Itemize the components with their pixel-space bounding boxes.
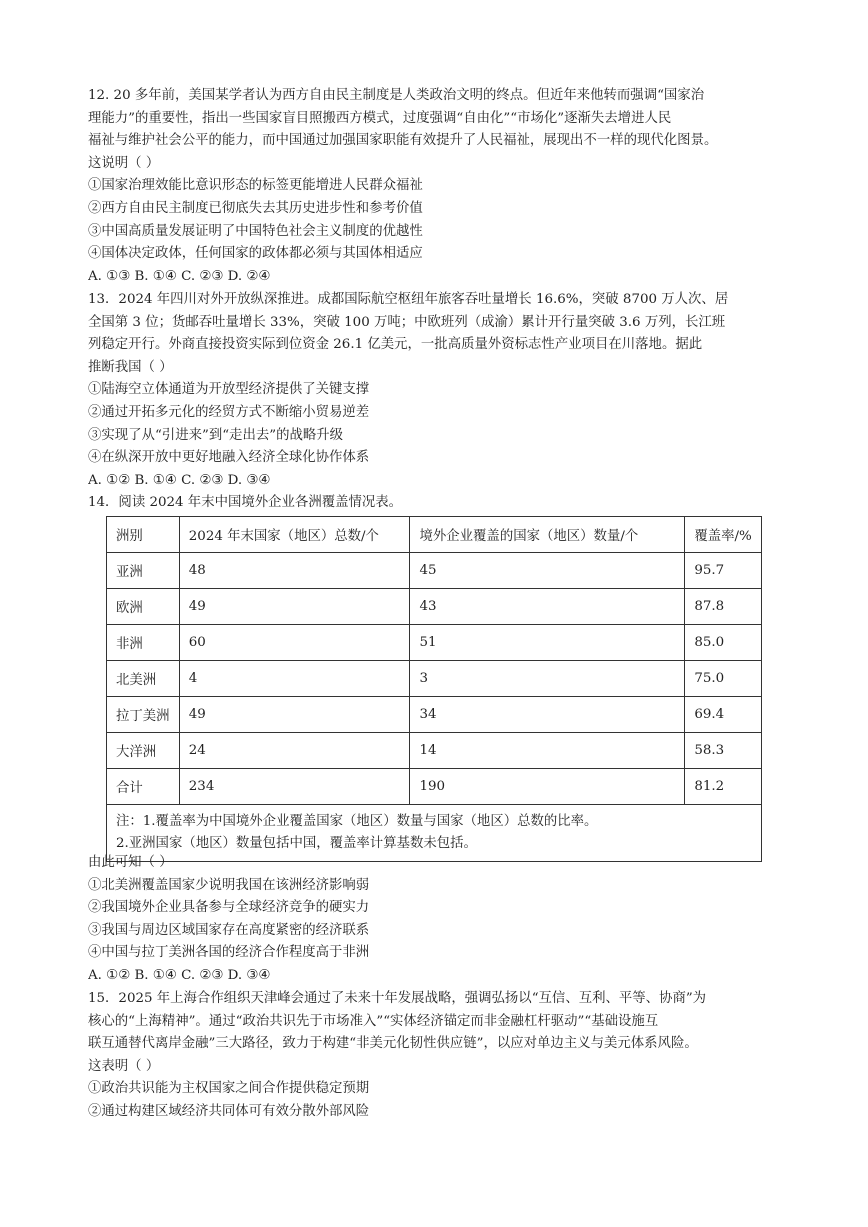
table-note: 注：1.覆盖率为中国境外企业覆盖国家（地区）数量与国家（地区）总数的比率。 <box>116 814 598 829</box>
table-cell: 非洲 <box>107 625 180 661</box>
table-cell: 48 <box>179 553 410 589</box>
q14-choices: A. ①② B. ①④ C. ②③ D. ③④ <box>88 967 271 983</box>
table-cell: 60 <box>179 625 410 661</box>
q15-stem-line: 15．2025 年上海合作组织天津峰会通过了未来十年发展战略，强调弘扬以“互信、互利、平等、协商”为 <box>88 991 707 1006</box>
q12-stem-line: 12. 20 多年前，美国某学者认为西方自由民主制度是人类政治文明的终点。但近年来他转而强调“国家治 <box>88 88 705 103</box>
q12-stem-line: 理能力”的重要性，指出一些国家盲目照搬西方模式，过度强调“自由化”“市场化”逐渐失去增进人民 <box>88 110 672 126</box>
q12-choices: A. ①③ B. ①④ C. ②③ D. ②④ <box>88 268 271 284</box>
table-cell: 190 <box>410 769 685 805</box>
table-cell: 欧洲 <box>107 589 180 625</box>
q13-stem-line: 全国第 3 位；货邮吞吐量增长 33%，突破 100 万吨；中欧班列（成渝）累计开行量突破 3.6 万列，长江班 <box>88 314 726 330</box>
table-cell: 49 <box>179 589 410 625</box>
table-cell: 87.8 <box>685 589 762 625</box>
q13-option: ③实现了从“引进来”到“走出去”的战略升级 <box>88 427 344 443</box>
q14-option: ④中国与拉丁美洲各国的经济合作程度高于非洲 <box>88 945 370 961</box>
q13-option: ④在纵深开放中更好地融入经济全球化协作体系 <box>88 450 370 466</box>
table-header-row <box>107 517 762 553</box>
table-cell: 58.3 <box>685 733 762 769</box>
table-header-cell: 洲别 <box>107 517 180 553</box>
table-cell: 亚洲 <box>107 553 180 589</box>
table-header-cell: 覆盖率/% <box>685 517 762 553</box>
q12-option: ④国体决定政体，任何国家的政体都必须与其国体相适应 <box>88 246 423 262</box>
q14-option: ②我国境外企业具备参与全球经济竞争的硬实力 <box>88 900 370 916</box>
table-cell: 51 <box>410 625 685 661</box>
table-cell: 69.4 <box>685 697 762 733</box>
q15-option: ②通过构建区域经济共同体可有效分散外部风险 <box>88 1103 370 1119</box>
table-row <box>107 769 762 805</box>
table-row <box>107 661 762 697</box>
q13-stem-line: 列稳定开行。外商直接投资实际到位资金 26.1 亿美元，一批高质量外资标志性产业项目在川落地。据此 <box>88 337 703 353</box>
q13-stem-line: 推断我国（ ） <box>88 359 173 375</box>
table-cell: 45 <box>410 553 685 589</box>
q15-option: ①政治共识能为主权国家之间合作提供稳定预期 <box>88 1081 370 1097</box>
table-cell: 合计 <box>107 769 180 805</box>
table-cell: 24 <box>179 733 410 769</box>
table-cell: 49 <box>179 697 410 733</box>
q12-stem-line: 这说明（ ） <box>88 155 160 171</box>
q12-option: ①国家治理效能比意识形态的标签更能增进人民群众福祉 <box>88 178 423 194</box>
question-13 <box>88 289 788 492</box>
table-row <box>107 589 762 625</box>
table-row <box>107 625 762 661</box>
q15-stem-line: 这表明（ ） <box>88 1058 160 1074</box>
table-cell: 234 <box>179 769 410 805</box>
table-cell: 3 <box>410 661 685 697</box>
table-cell: 85.0 <box>685 625 762 661</box>
q12-stem-line: 福祉与维护社会公平的能力，而中国通过加强国家职能有效提升了人民福祉，展现出不一样的现代化图景。 <box>88 133 718 149</box>
coverage-table <box>106 516 762 862</box>
table-row <box>107 553 762 589</box>
table-row <box>107 697 762 733</box>
q15-stem-line: 联互通替代离岸金融”三大路径，致力于构建“非美元化韧性供应链”，以应对单边主义与美元体系风险。 <box>88 1036 698 1052</box>
q13-option: ②通过开拓多元化的经贸方式不断缩小贸易逆差 <box>88 404 370 420</box>
question-15 <box>88 988 788 1124</box>
question-14-followup <box>88 852 788 988</box>
table-cell: 43 <box>410 589 685 625</box>
table-cell: 北美洲 <box>107 661 180 697</box>
table-header-cell: 2024 年末国家（地区）总数/个 <box>179 517 410 553</box>
table-note: 2.亚洲国家（地区）数量包括中国，覆盖率计算基数未包括。 <box>116 836 477 851</box>
q14-option: ③我国与周边区域国家存在高度紧密的经济联系 <box>88 922 370 938</box>
table-cell: 大洋洲 <box>107 733 180 769</box>
table-row <box>107 733 762 769</box>
q14-stem: 14．阅读 2024 年末中国境外企业各洲覆盖情况表。 <box>88 495 403 510</box>
table-cell: 14 <box>410 733 685 769</box>
q12-option: ③中国高质量发展证明了中国特色社会主义制度的优越性 <box>88 223 423 239</box>
table-header-cell: 境外企业覆盖的国家（地区）数量/个 <box>410 517 685 553</box>
q14-followup: 由此可知（ ） <box>88 855 173 870</box>
question-14-stem <box>88 492 788 515</box>
table-cell: 81.2 <box>685 769 762 805</box>
table-cell: 75.0 <box>685 661 762 697</box>
q14-option: ①北美洲覆盖国家少说明我国在该洲经济影响弱 <box>88 877 370 893</box>
table-cell: 4 <box>179 661 410 697</box>
question-12 <box>88 85 788 288</box>
table-cell: 拉丁美洲 <box>107 697 180 733</box>
q13-option: ①陆海空立体通道为开放型经济提供了关键支撑 <box>88 382 370 398</box>
table-cell: 34 <box>410 697 685 733</box>
q12-option: ②西方自由民主制度已彻底失去其历史进步性和参考价值 <box>88 200 423 216</box>
q15-stem-line: 核心的“上海精神”。通过“政治共识先于市场准入”“实体经济锚定而非金融杠杆驱动”“基础设施互 <box>88 1013 659 1029</box>
q13-choices: A. ①② B. ①④ C. ②③ D. ③④ <box>88 472 271 488</box>
table-cell: 95.7 <box>685 553 762 589</box>
q13-stem-line: 13．2024 年四川对外开放纵深推进。成都国际航空枢纽年旅客吞吐量增长 16.6%，突破 8700 万人次、居 <box>88 292 729 307</box>
